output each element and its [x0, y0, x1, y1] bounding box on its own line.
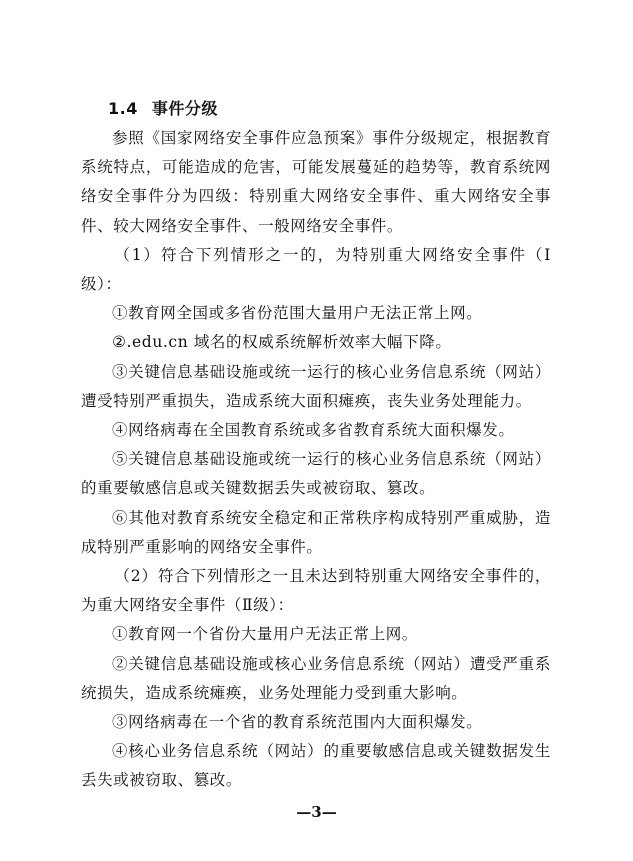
section-heading [108, 96, 218, 119]
list-item: ②.edu.cn 域名的权威系统解析效率大幅下降。 [112, 333, 452, 352]
list-item: ⑥其他对教育系统安全稳定和正常秩序构成特别严重威胁，造成特别严重影响的网络安全事件。 [81, 508, 551, 556]
list-item: ④网络病毒在全国教育系统或多省教育系统大面积爆发。 [112, 421, 515, 440]
list-item: ③网络病毒在一个省的教育系统范围内大面积爆发。 [112, 713, 483, 732]
paragraph-level-1-header: （1）符合下列情形之一的，为特别重大网络安全事件（Ⅰ级）： [81, 245, 551, 294]
list-item: ①教育网一个省份大量用户无法正常上网。 [112, 625, 418, 644]
paragraph-level-2-header: （2）符合下列情形之一且未达到特别重大网络安全事件的，为重大网络安全事件（Ⅱ级）： [81, 567, 551, 615]
list-item: ①教育网全国或多省份范围大量用户无法正常上网。 [112, 304, 483, 323]
list-item: ③关键信息基础设施或统一运行的核心业务信息系统（网站）遭受特别严重损失，造成系统大面积瘫痪，丧失业务处理能力。 [81, 362, 551, 410]
list-item: ⑤关键信息基础设施或统一运行的核心业务信息系统（网站）的重要敏感信息或关键数据丢失或被窃取、篡改。 [81, 450, 551, 498]
paragraph-intro: 参照《国家网络安全事件应急预案》事件分级规定，根据教育系统特点，可能造成的危害，可能发展蔓延的趋势等，教育系统网络安全事件分为四级：特别重大网络安全事件、重大网络安全事件、较大网络安全事件、一般网络安全事件。 [81, 129, 551, 235]
list-item: ④核心业务信息系统（网站）的重要敏感信息或关键数据发生丢失或被窃取、篡改。 [81, 742, 551, 790]
section-title: 事件分级 [151, 99, 218, 118]
page-number: —3— [296, 803, 337, 821]
section-number: 1.4 [108, 99, 138, 118]
body-text [81, 124, 551, 796]
list-item: ②关键信息基础设施或核心业务信息系统（网站）遭受严重系统损失，造成系统瘫痪，业务处理能力受到重大影响。 [81, 654, 551, 702]
